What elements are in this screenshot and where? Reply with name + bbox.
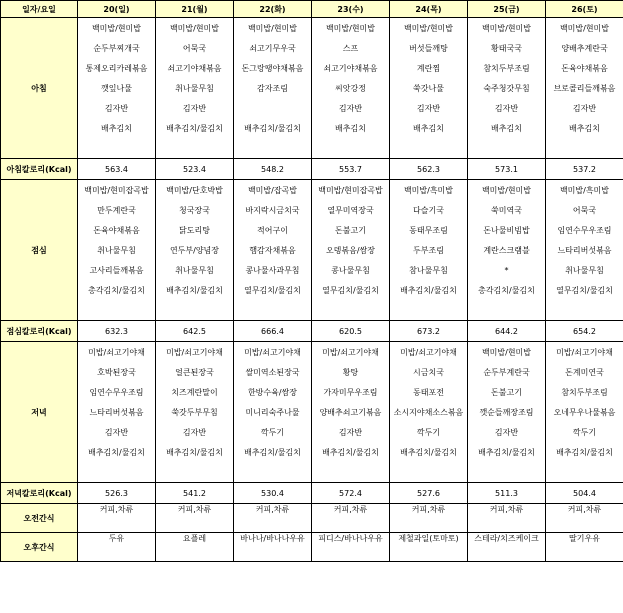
breakfast-menu-row xyxy=(1,98,623,118)
menu-item: 가자미무우조림 xyxy=(312,382,390,402)
menu-item xyxy=(78,462,156,483)
snack-item: 제철과일(토마토) xyxy=(390,533,468,562)
menu-item: 배추김치/물김치 xyxy=(390,442,468,462)
menu-item xyxy=(390,300,468,321)
menu-item: 숙주청갓무침 xyxy=(468,78,546,98)
menu-item xyxy=(78,300,156,321)
menu-item: 백미밥/현미밥 xyxy=(234,18,312,39)
menu-item xyxy=(546,138,623,159)
lunch-calorie-label: 점심칼로리(Kcal) xyxy=(1,321,78,342)
menu-item: 한방수육/쌈장 xyxy=(234,382,312,402)
date-day-header: 일자/요일 xyxy=(1,1,78,18)
menu-item: 돈그랑땡야채볶음 xyxy=(234,58,312,78)
calorie-value: 573.1 xyxy=(468,159,546,180)
menu-item: 오뎅볶음/쌈장 xyxy=(312,240,390,260)
breakfast-calorie-row xyxy=(1,159,623,180)
menu-item xyxy=(156,300,234,321)
menu-item: 배추김치 xyxy=(390,118,468,138)
menu-item: 소시지야채소스볶음 xyxy=(390,402,468,422)
menu-item: 만두계란국 xyxy=(78,200,156,220)
day-header: 20(일) xyxy=(78,1,156,18)
menu-item: 열무김치/물김치 xyxy=(546,280,623,300)
dinner-label: 저녁 xyxy=(1,342,78,483)
lunch-menu-row xyxy=(1,180,623,201)
menu-item: 쑥갓두부무침 xyxy=(156,402,234,422)
menu-item: 어묵국 xyxy=(546,200,623,220)
menu-item: 취나물무침 xyxy=(156,78,234,98)
menu-item: 콩나물무침 xyxy=(312,260,390,280)
calorie-value: 541.2 xyxy=(156,483,234,504)
am_snack-label: 오전간식 xyxy=(1,504,78,533)
menu-item: * xyxy=(468,260,546,280)
dinner-menu-row xyxy=(1,342,623,363)
am_snack-row xyxy=(1,504,623,533)
menu-item: 두부조림 xyxy=(390,240,468,260)
menu-item xyxy=(312,462,390,483)
menu-item: 깍두기 xyxy=(546,422,623,442)
menu-item: 동태포전 xyxy=(390,382,468,402)
menu-item xyxy=(312,138,390,159)
menu-item: 쌀미역소된장국 xyxy=(234,362,312,382)
menu-item: 백미밥/흑미밥 xyxy=(390,180,468,201)
dinner-menu-row xyxy=(1,402,623,422)
calorie-value: 504.4 xyxy=(546,483,623,504)
menu-item: 취나물무침 xyxy=(78,240,156,260)
menu-item: 백미밥/단호박밥 xyxy=(156,180,234,201)
menu-item: 돈불고기 xyxy=(468,382,546,402)
menu-item: 돈육야채볶음 xyxy=(546,58,623,78)
menu-item: 배추김치/물김치 xyxy=(234,118,312,138)
menu-item xyxy=(234,138,312,159)
lunch-menu-row xyxy=(1,240,623,260)
menu-item: 햄감자채볶음 xyxy=(234,240,312,260)
menu-item: 통제오리카레볶음 xyxy=(78,58,156,78)
breakfast-calorie-label: 아침칼로리(Kcal) xyxy=(1,159,78,180)
menu-item: 연두부/양념장 xyxy=(156,240,234,260)
menu-item: 쇠고기야채볶음 xyxy=(156,58,234,78)
menu-item: 쑥갓나물 xyxy=(390,78,468,98)
menu-item: 김자반 xyxy=(312,98,390,118)
menu-item: 백미밥/잡곡밥 xyxy=(234,180,312,201)
menu-item: 김자반 xyxy=(78,422,156,442)
day-header: 24(목) xyxy=(390,1,468,18)
dinner-calorie-row xyxy=(1,483,623,504)
menu-item: 참나물무침 xyxy=(390,260,468,280)
menu-item: 치즈계란말이 xyxy=(156,382,234,402)
menu-item: 임연수무우조림 xyxy=(78,382,156,402)
lunch-label: 점심 xyxy=(1,180,78,321)
menu-item xyxy=(234,462,312,483)
menu-item: 배추김치/물김치 xyxy=(78,442,156,462)
menu-item: 김자반 xyxy=(156,422,234,442)
menu-item: 양배추쇠고기볶음 xyxy=(312,402,390,422)
menu-item: 백미밥/현미밥 xyxy=(78,18,156,39)
menu-item: 참치두부조림 xyxy=(468,58,546,78)
menu-item: 백미밥/흑미밥 xyxy=(546,180,623,201)
menu-item: 배추김치/물김치 xyxy=(156,118,234,138)
snack-item: 커피,차류 xyxy=(234,504,312,533)
menu-item: 돈육야채볶음 xyxy=(78,220,156,240)
menu-item: 배추김치 xyxy=(312,118,390,138)
menu-item xyxy=(234,98,312,118)
menu-item: 계란스크램블 xyxy=(468,240,546,260)
menu-item xyxy=(156,138,234,159)
menu-item: 임연수무우조림 xyxy=(546,220,623,240)
menu-item: 김자반 xyxy=(546,98,623,118)
menu-item: 미밥/쇠고기야채 xyxy=(78,342,156,363)
menu-item: 백미밥/현미잡곡밥 xyxy=(312,180,390,201)
breakfast-menu-row xyxy=(1,78,623,98)
menu-item: 배추김치 xyxy=(546,118,623,138)
snack-item: 피디스/바나나우유 xyxy=(312,533,390,562)
menu-item: 쇠고기야채볶음 xyxy=(312,58,390,78)
calorie-value: 527.6 xyxy=(390,483,468,504)
menu-item xyxy=(546,300,623,321)
menu-item: 쑥미역국 xyxy=(468,200,546,220)
menu-item: 바지락시금치국 xyxy=(234,200,312,220)
breakfast-menu-row xyxy=(1,18,623,39)
dinner-menu-row xyxy=(1,382,623,402)
pm_snack-label: 오후간식 xyxy=(1,533,78,562)
menu-item: 열무김치/물김치 xyxy=(312,280,390,300)
menu-item: 배추김치/물김치 xyxy=(546,442,623,462)
menu-item: 배추김치/물김치 xyxy=(468,442,546,462)
menu-item: 씨앗강정 xyxy=(312,78,390,98)
day-header: 25(금) xyxy=(468,1,546,18)
menu-item: 돈불고기 xyxy=(312,220,390,240)
header-row xyxy=(1,1,623,18)
snack-item: 바나나/바나나우유 xyxy=(234,533,312,562)
snack-item: 커피,차류 xyxy=(546,504,623,533)
dinner-menu-row xyxy=(1,442,623,462)
calorie-value: 548.2 xyxy=(234,159,312,180)
menu-item xyxy=(468,462,546,483)
menu-item: 돈계미연국 xyxy=(546,362,623,382)
menu-item: 깻잎나물 xyxy=(78,78,156,98)
menu-item: 양배추계란국 xyxy=(546,38,623,58)
menu-item: 얼큰된장국 xyxy=(156,362,234,382)
lunch-menu-row xyxy=(1,200,623,220)
menu-item: 미니리숙주나물 xyxy=(234,402,312,422)
snack-item: 딸기우유 xyxy=(546,533,623,562)
menu-item xyxy=(468,138,546,159)
menu-item: 느타리버섯볶음 xyxy=(546,240,623,260)
calorie-value: 632.3 xyxy=(78,321,156,342)
menu-item xyxy=(390,462,468,483)
lunch-menu-row xyxy=(1,260,623,280)
breakfast-menu-row xyxy=(1,38,623,58)
day-header: 23(수) xyxy=(312,1,390,18)
lunch-menu-row xyxy=(1,220,623,240)
menu-item: 쇠고기무우국 xyxy=(234,38,312,58)
dinner-menu-row xyxy=(1,362,623,382)
menu-item: 열무미역장국 xyxy=(312,200,390,220)
breakfast-menu-row xyxy=(1,118,623,138)
calorie-value: 642.5 xyxy=(156,321,234,342)
menu-item: 김자반 xyxy=(78,98,156,118)
breakfast-menu-row xyxy=(1,58,623,78)
menu-item: 취나물무침 xyxy=(546,260,623,280)
calorie-value: 572.4 xyxy=(312,483,390,504)
menu-item: 고사리들깨볶음 xyxy=(78,260,156,280)
menu-item: 참치두부조림 xyxy=(546,382,623,402)
menu-item xyxy=(156,462,234,483)
menu-item xyxy=(78,138,156,159)
menu-item: 취나물무침 xyxy=(156,260,234,280)
menu-item: 미밥/쇠고기야채 xyxy=(312,342,390,363)
calorie-value: 511.3 xyxy=(468,483,546,504)
breakfast-label: 아침 xyxy=(1,18,78,159)
menu-item: 총각김치/물김치 xyxy=(468,280,546,300)
menu-item: 감자조림 xyxy=(234,78,312,98)
lunch-menu-row xyxy=(1,280,623,300)
day-header: 26(토) xyxy=(546,1,623,18)
menu-item xyxy=(234,300,312,321)
calorie-value: 654.2 xyxy=(546,321,623,342)
menu-item: 총각김치/물김치 xyxy=(78,280,156,300)
menu-item: 백미밥/현미밥 xyxy=(390,18,468,39)
menu-item: 배추김치/물김치 xyxy=(312,442,390,462)
menu-item: 미밥/쇠고기야채 xyxy=(234,342,312,363)
snack-item: 요플레 xyxy=(156,533,234,562)
menu-item: 느타리버섯볶음 xyxy=(78,402,156,422)
menu-item: 호박된장국 xyxy=(78,362,156,382)
calorie-value: 526.3 xyxy=(78,483,156,504)
menu-item: 김자반 xyxy=(312,422,390,442)
menu-item: 김자반 xyxy=(156,98,234,118)
dinner-menu-row xyxy=(1,422,623,442)
menu-item: 순두부찌개국 xyxy=(78,38,156,58)
menu-item xyxy=(468,300,546,321)
menu-item: 오네무우나물볶음 xyxy=(546,402,623,422)
menu-item: 배추김치/물김치 xyxy=(156,442,234,462)
menu-item: 순두부계란국 xyxy=(468,362,546,382)
menu-item: 깍두기 xyxy=(234,422,312,442)
lunch-calorie-row xyxy=(1,321,623,342)
calorie-value: 530.4 xyxy=(234,483,312,504)
menu-item: 깍두기 xyxy=(390,422,468,442)
menu-item: 미밥/쇠고기야채 xyxy=(390,342,468,363)
menu-item: 닭도리탕 xyxy=(156,220,234,240)
menu-item: 백미밥/현미잡곡밥 xyxy=(78,180,156,201)
lunch-menu-row xyxy=(1,300,623,321)
snack-item: 커피,차류 xyxy=(390,504,468,533)
calorie-value: 537.2 xyxy=(546,159,623,180)
menu-item: 김자반 xyxy=(468,98,546,118)
menu-item xyxy=(546,462,623,483)
calorie-value: 620.5 xyxy=(312,321,390,342)
calorie-value: 523.4 xyxy=(156,159,234,180)
calorie-value: 666.4 xyxy=(234,321,312,342)
menu-item: 백미밥/현미밥 xyxy=(546,18,623,39)
calorie-value: 562.3 xyxy=(390,159,468,180)
menu-item: 적어구이 xyxy=(234,220,312,240)
menu-item: 열무김치/물김치 xyxy=(234,280,312,300)
menu-item: 다슬기국 xyxy=(390,200,468,220)
calorie-value: 563.4 xyxy=(78,159,156,180)
menu-item: 브로콜리들깨볶음 xyxy=(546,78,623,98)
menu-item xyxy=(312,300,390,321)
menu-item: 버섯들깨탕 xyxy=(390,38,468,58)
calorie-value: 553.7 xyxy=(312,159,390,180)
menu-item: 황탕 xyxy=(312,362,390,382)
menu-item: 백미밥/현미밥 xyxy=(312,18,390,39)
snack-item: 커피,차류 xyxy=(156,504,234,533)
menu-item: 배추김치/물김치 xyxy=(390,280,468,300)
menu-item: 배추김치 xyxy=(468,118,546,138)
dinner-calorie-label: 저녁칼로리(Kcal) xyxy=(1,483,78,504)
menu-item: 배추김치/물김치 xyxy=(234,442,312,462)
snack-item: 커피,차류 xyxy=(312,504,390,533)
menu-item: 백미밥/현미밥 xyxy=(468,180,546,201)
menu-item: 미밥/쇠고기야채 xyxy=(156,342,234,363)
snack-item: 커피,차류 xyxy=(468,504,546,533)
menu-item: 김자반 xyxy=(390,98,468,118)
menu-item: 시금치국 xyxy=(390,362,468,382)
day-header: 22(화) xyxy=(234,1,312,18)
menu-item: 청국장국 xyxy=(156,200,234,220)
day-header: 21(월) xyxy=(156,1,234,18)
menu-item: 깻순들깨장조림 xyxy=(468,402,546,422)
menu-item: 미밥/쇠고기야채 xyxy=(546,342,623,363)
calorie-value: 644.2 xyxy=(468,321,546,342)
menu-item: 계란찜 xyxy=(390,58,468,78)
menu-item: 콩나물사과무침 xyxy=(234,260,312,280)
menu-item: 백미밥/현미밥 xyxy=(468,342,546,363)
menu-item: 황태국국 xyxy=(468,38,546,58)
menu-item: 스프 xyxy=(312,38,390,58)
breakfast-menu-row xyxy=(1,138,623,159)
menu-item: 어묵국 xyxy=(156,38,234,58)
menu-item: 백미밥/현미밥 xyxy=(156,18,234,39)
dinner-menu-row xyxy=(1,462,623,483)
snack-item: 두유 xyxy=(78,533,156,562)
snack-item: 커피,차류 xyxy=(78,504,156,533)
calorie-value: 673.2 xyxy=(390,321,468,342)
snack-item: 스테라/치즈케이크 xyxy=(468,533,546,562)
menu-item: 배추김치 xyxy=(78,118,156,138)
menu-item: 동태무조림 xyxy=(390,220,468,240)
menu-item: 백미밥/현미밥 xyxy=(468,18,546,39)
pm_snack-row xyxy=(1,533,623,562)
menu-item: 김자반 xyxy=(468,422,546,442)
menu-item: 배추김치/물김치 xyxy=(156,280,234,300)
menu-item: 돈나물비빔밥 xyxy=(468,220,546,240)
menu-item xyxy=(390,138,468,159)
